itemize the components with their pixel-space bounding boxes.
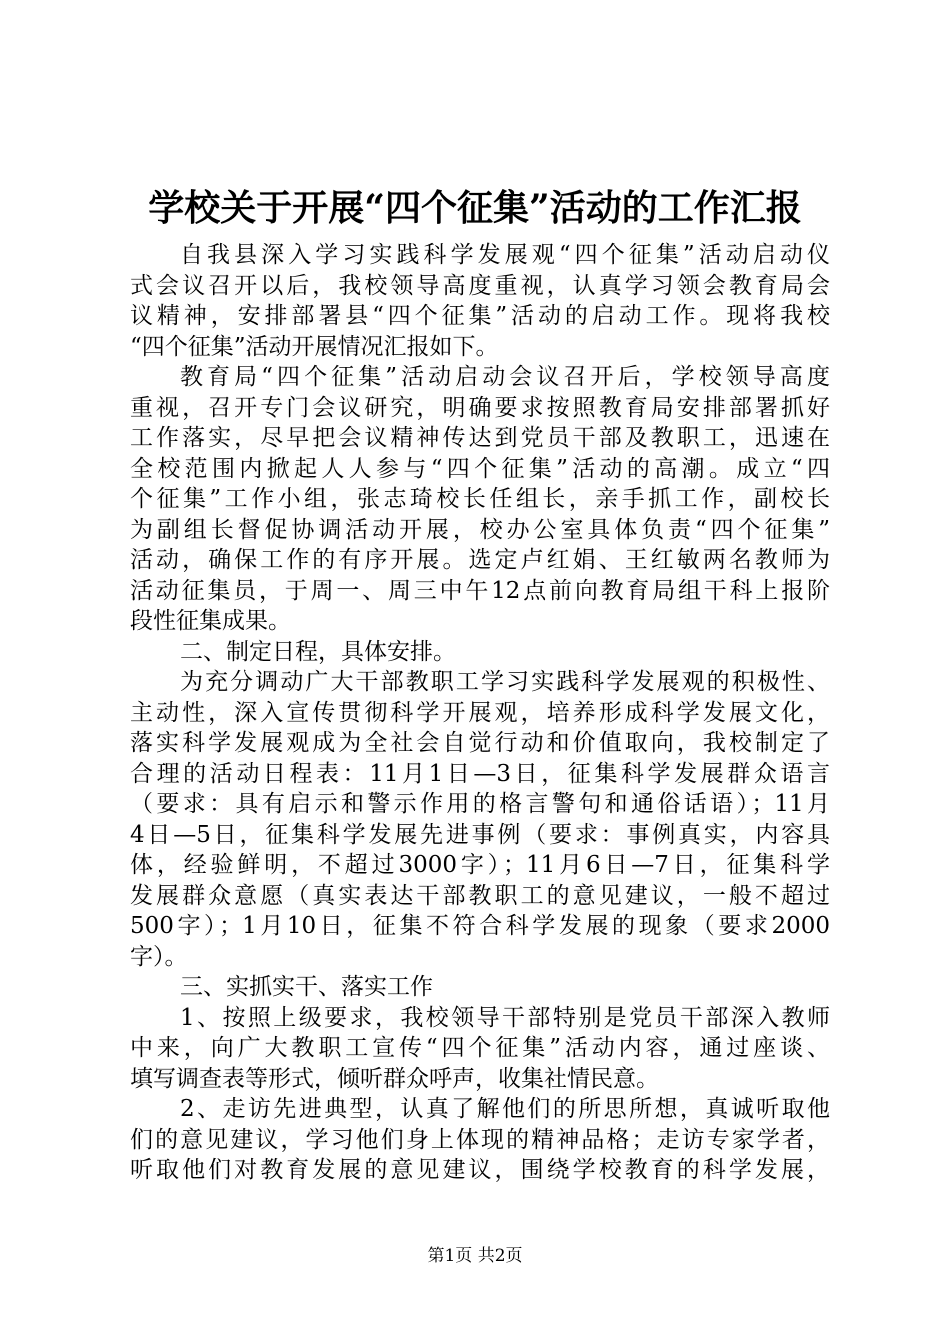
body-line: 为副组长督促协调活动开展，校办公室具体负责“四个征集” [130,516,830,543]
document-body [130,240,830,1186]
body-line: 发展群众意愿（真实表达干部教职工的意见建议，一般不超过 [130,882,830,909]
body-line: 工作落实，尽早把会议精神传达到党员干部及教职工，迅速在 [130,425,830,451]
body-line: 们的意见建议，学习他们身上体现的精神品格；走访专家学者， [130,1126,830,1153]
body-line: 体，经验鲜明，不超过3000字）；11月6日—7日，征集科学 [130,852,830,878]
body-line: 中来，向广大教职工宣传“四个征集”活动内容，通过座谈、 [130,1035,830,1061]
body-line: 全校范围内掀起人人参与“四个征集”活动的高潮。成立“四 [130,455,830,482]
page-number: 第1页 共2页 [427,1246,523,1266]
body-line: 落实科学发展观成为全社会自觉行动和价值取向，我校制定了 [130,730,830,756]
body-line: 合理的活动日程表：11月1日—3日，征集科学发展群众语言 [130,760,830,787]
document-title: 学校关于开展“四个征集”活动的工作汇报 [148,187,802,229]
body-line: （要求：具有启示和警示作用的格言警句和通俗话语）；11月 [130,791,830,817]
body-line: 字）。 [130,943,188,970]
body-line: 500字）；1月10日，征集不符合科学发展的现象（要求2000 [130,913,830,939]
body-line: 活动征集员，于周一、周三中午12点前向教育局组干科上报阶 [130,577,830,604]
body-line: 活动，确保工作的有序开展。选定卢红娟、王红敏两名教师为 [130,547,830,573]
section-heading: 二、制定日程，具体安排。 [180,638,456,665]
body-line: 个征集”工作小组，张志琦校长任组长，亲手抓工作，副校长 [130,486,830,512]
section-heading: 三、实抓实干、落实工作 [180,974,433,1000]
body-line: 4日—5日，征集科学发展先进事例（要求：事例真实，内容具 [130,821,830,848]
body-line: 填写调查表等形式，倾听群众呼声，收集社情民意。 [130,1065,659,1092]
body-line: 段性征集成果。 [130,608,291,634]
body-line: 重视，召开专门会议研究，明确要求按照教育局安排部署抓好 [130,394,830,421]
body-line: 议精神，安排部署县“四个征集”活动的启动工作。现将我校 [130,303,830,329]
body-line: 主动性，深入宣传贯彻科学开展观，培养形成科学发展文化， [130,699,830,726]
body-line: 1、按照上级要求，我校领导干部特别是党员干部深入教师 [180,1004,830,1031]
body-line: “四个征集”活动开展情况汇报如下。 [130,333,499,360]
body-line: 教育局“四个征集”活动启动会议召开后，学校领导高度 [180,364,830,390]
body-line: 2、走访先进典型，认真了解他们的所思所想，真诚听取他 [180,1096,830,1122]
body-line: 听取他们对教育发展的意见建议，围绕学校教育的科学发展， [130,1157,830,1183]
body-line: 为充分调动广大干部教职工学习实践科学发展观的积极性、 [180,669,830,695]
body-line: 式会议召开以后，我校领导高度重视，认真学习领会教育局会 [130,272,830,299]
body-line: 自我县深入学习实践科学发展观“四个征集”活动启动仪 [180,242,830,268]
